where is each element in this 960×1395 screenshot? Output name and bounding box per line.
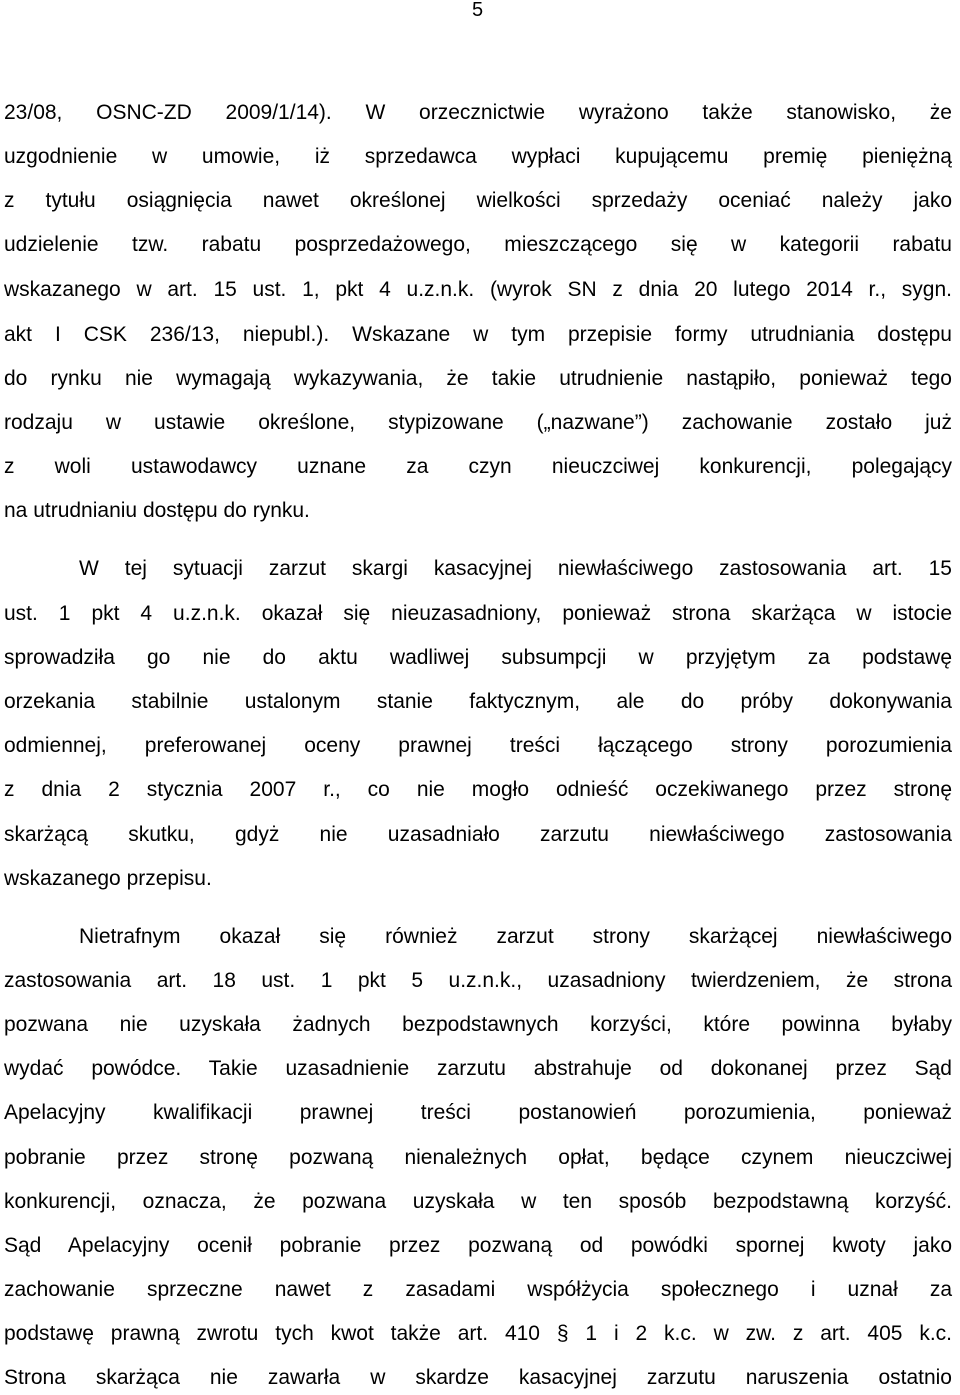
text-line: rodzaju w ustawie określone, stypizowane („nazwane”) zachowanie zostało już (4, 411, 952, 434)
text-line: z dnia 2 stycznia 2007 r., co nie mogło odnieść oczekiwanego przez stronę (4, 778, 952, 801)
paragraph-first-line: W tej sytuacji zarzut skargi kasacyjnej niewłaściwego zastosowania art. 15 (79, 557, 952, 580)
text-line: konkurencji, oznacza, że pozwana uzyskała w ten sposób bezpodstawną korzyść. (4, 1190, 952, 1213)
text-line: skarżącą skutku, gdyż nie uzasadniało zarzutu niewłaściwego zastosowania (4, 823, 952, 846)
page-number: 5 (472, 0, 484, 21)
text-line: akt I CSK 236/13, niepubl.). Wskazane w tym przepisie formy utrudniania dostępu (4, 323, 952, 346)
text-line: orzekania stabilnie ustalonym stanie faktycznym, ale do próby dokonywania (4, 690, 952, 713)
text-line: podstawę prawną zwrotu tych kwot także art. 410 § 1 i 2 k.c. w zw. z art. 405 k.c. (4, 1322, 952, 1345)
text-line: uzgodnienie w umowie, iż sprzedawca wypłaci kupującemu premię pieniężną (4, 145, 952, 168)
text-line: z woli ustawodawcy uznane za czyn nieuczciwej konkurencji, polegający (4, 455, 952, 478)
text-line: do rynku nie wymagają wykazywania, że takie utrudnienie nastąpiło, ponieważ tego (4, 367, 952, 390)
text-line: zastosowania art. 18 ust. 1 pkt 5 u.z.n.k., uzasadniony twierdzeniem, że strona (4, 969, 952, 992)
text-line: sprowadziła go nie do aktu wadliwej subsumpcji w przyjętym za podstawę (4, 646, 952, 669)
text-line: udzielenie tzw. rabatu posprzedażowego, mieszczącego się w kategorii rabatu (4, 233, 952, 256)
text-line: na utrudnianiu dostępu do rynku. (4, 499, 310, 522)
text-line: ust. 1 pkt 4 u.z.n.k. okazał się nieuzasadniony, ponieważ strona skarżąca w istocie (4, 602, 952, 625)
text-line: Strona skarżąca nie zawarła w skardze kasacyjnej zarzutu naruszenia ostatnio (4, 1366, 952, 1389)
text-line: pobranie przez stronę pozwaną nienależnych opłat, będące czynem nieuczciwej (4, 1146, 952, 1169)
text-line: zachowanie sprzeczne nawet z zasadami współżycia społecznego i uznał za (4, 1278, 952, 1301)
text-line: Apelacyjny kwalifikacji prawnej treści postanowień porozumienia, ponieważ (4, 1101, 952, 1124)
text-line: odmiennej, preferowanej oceny prawnej treści łączącego strony porozumienia (4, 734, 952, 757)
text-line: Sąd Apelacyjny ocenił pobranie przez pozwaną od powódki spornej kwoty jako (4, 1234, 952, 1257)
text-line: wydać powódce. Takie uzasadnienie zarzutu abstrahuje od dokonanej przez Sąd (4, 1057, 952, 1080)
text-line: pozwana nie uzyskała żadnych bezpodstawnych korzyści, które powinna byłaby (4, 1013, 952, 1036)
text-line: 23/08, OSNC-ZD 2009/1/14). W orzecznictwie wyrażono także stanowisko, że (4, 101, 952, 124)
paragraph-first-line: Nietrafnym okazał się również zarzut strony skarżącej niewłaściwego (79, 925, 952, 948)
text-line: z tytułu osiągnięcia nawet określonej wielkości sprzedaży oceniać należy jako (4, 189, 952, 212)
text-line: wskazanego przepisu. (4, 867, 212, 890)
text-line: wskazanego w art. 15 ust. 1, pkt 4 u.z.n.k. (wyrok SN z dnia 20 lutego 2014 r., sygn. (4, 278, 952, 301)
